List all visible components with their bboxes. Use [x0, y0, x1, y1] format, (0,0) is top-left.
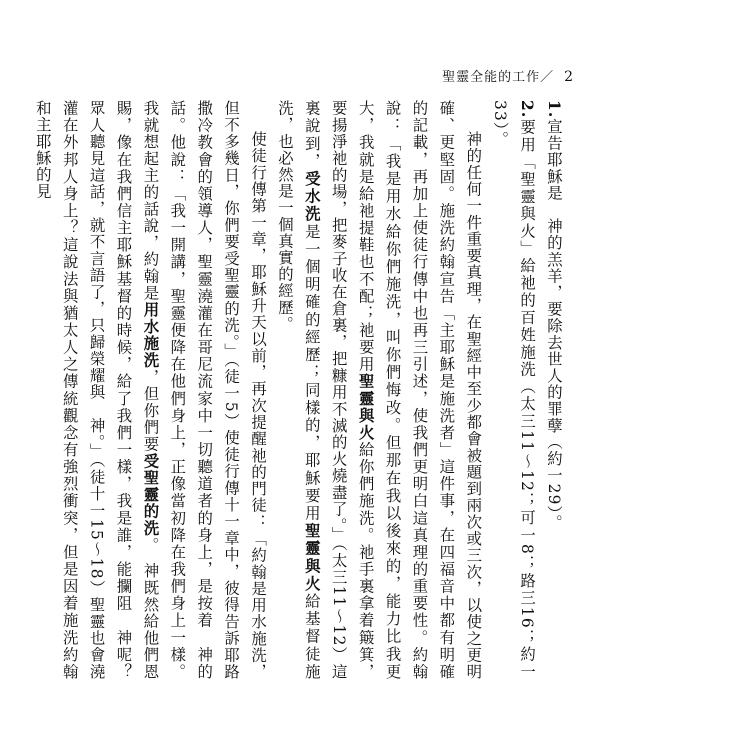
- list-item-text: 要用「聖靈與火」給祂的百姓施洗（太三11～12；可一8；路三16；約一33）。: [491, 100, 537, 680]
- running-header: [442, 66, 574, 85]
- paragraph-text: 。 神既然給他們恩賜，像在我們信主耶穌基督的時候，給了我們一樣，我是誰，能攔阻 神呢？眾人聽見這話，就不言語了，只歸榮耀與 神。」（徒十一15～18）聖靈也會澆灌在外邦人身上？這說法與猶太人之傳統觀念有強烈衝突，但是因着施洗約翰和主耶穌的見: [33, 100, 160, 680]
- emphasis-text: 聖靈與火: [356, 373, 375, 442]
- emphasis-text: 聖靈與火: [302, 522, 321, 593]
- emphasis-text: 受聖靈的洗: [141, 452, 160, 537]
- paragraph-2: [29, 100, 271, 680]
- list-item-number: 2.: [518, 100, 537, 119]
- chapter-title: 聖靈全能的工作／: [442, 70, 555, 85]
- list-item-text: 宣告耶穌是 神的羔羊，要除去世人的罪孽（約一29）。: [545, 118, 563, 532]
- emphasis-text: 受水洗: [302, 170, 321, 224]
- paragraph-text: 是一個明確的經歷；同樣的，耶穌要用: [302, 223, 321, 523]
- paragraph-text: 神的任何一件重要真理，在聖經中至少都會被題到兩次或三次，以使之更明確、更堅固。施洗約翰宣告「主耶穌是施洗者」這件事，在四福音中都有明確的記載，再加上使徒行傳中也再三引述，使我們更明白這真理的重要性。約翰說：「我是用水給你們施洗，叫你們悔改。但那在我以後來的，能力比我更大，我就是給祂提鞋也不配；祂要用: [356, 100, 483, 680]
- vertical-text-body: [33, 100, 567, 680]
- list-item-number: 1.: [545, 100, 563, 119]
- list-item-2: [486, 100, 540, 680]
- paragraph-1: [271, 100, 486, 680]
- list-item-1: [540, 100, 567, 680]
- paragraph-text: 使徒行傳第一章，耶穌升天以前，再次提醒祂的門徒：「約翰是用水施洗，但不多幾日，你們要受聖靈的洗。」（徒一5）使徒行傳十一章中，彼得告訴耶路撒冷教會的領導人，聖靈澆灌在哥尼流家中一切聽道者的身上，是按着 神的話。他說：「我一開講，聖靈便降在他們身上，正像當初降在我們身上一樣。我就想起主的話說，約翰是: [141, 100, 268, 680]
- emphasis-text: 用水施洗: [141, 301, 160, 369]
- paragraph-text: 給你們施洗。祂手裏拿着簸箕，要揚淨祂的場，把麥子收在倉裏，把糠用不滅的火燒盡了。」（太三11～12）這裏說到，: [302, 100, 375, 680]
- paragraph-text: 給基督徒施洗，也必然是一個真實的經歷。: [275, 100, 321, 680]
- page-number: 2: [564, 69, 574, 85]
- paragraph-text: ，但你們要: [141, 368, 160, 453]
